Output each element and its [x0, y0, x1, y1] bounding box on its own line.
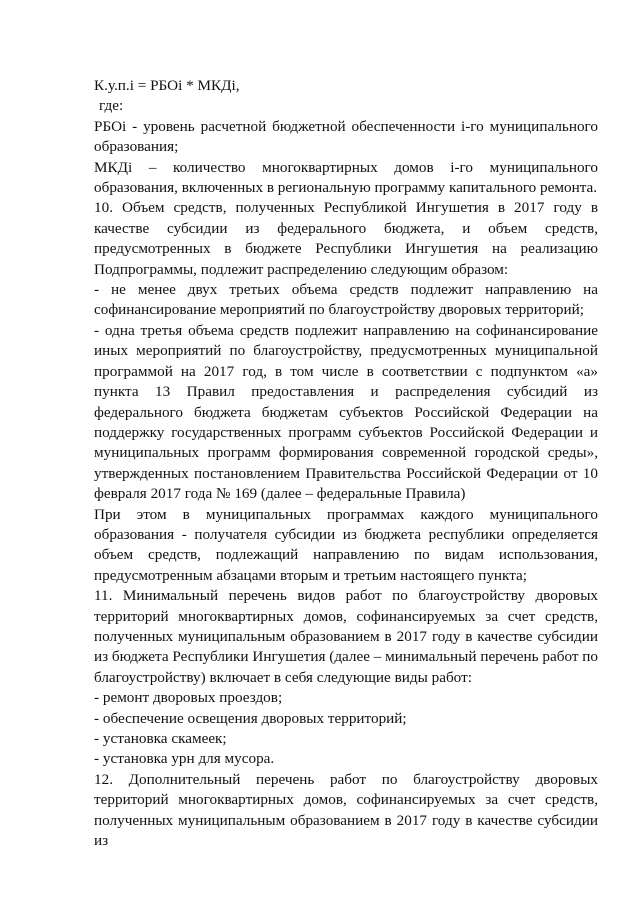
- clause-11: 11. Минимальный перечень видов работ по благоустройству дворовых территорий многоквартирных домов, софинансируемых за счет средств, полученных муниципальным образованием в 2017 году в качестве субсидии из бюджета Республики Ингушетия (далее – минимальный перечень работ по благоустройству) включает в себя следующие виды работ:: [94, 587, 598, 686]
- clause-10-bullet-1: - не менее двух третьих объема средств подлежит направлению на софинансирование мероприятий по благоустройству дворовых территорий;: [94, 281, 598, 319]
- definition-mkdi: МКДi – количество многоквартирных домов i-го муниципального образования, включенных в региональную программу капитального ремонта.: [94, 158, 598, 197]
- definition-rboi: РБОi - уровень расчетной бюджетной обеспеченности i-го муниципального образования;: [94, 117, 598, 156]
- works-list-item: - установка урн для мусора.: [94, 750, 275, 768]
- works-list-item: - обеспечение освещения дворовых территорий;: [94, 709, 407, 727]
- works-list-item: - ремонт дворовых проездов;: [94, 689, 283, 707]
- where-label: где:: [99, 97, 124, 115]
- formula-line: К.у.п.i = РБОi * МКДi,: [94, 77, 240, 94]
- clause-12: 12. Дополнительный перечень работ по благоустройству дворовых территорий многоквартирных домов, софинансируемых за счет средств, полученных муниципальным образованием в 2017 году в качестве субсидии из: [94, 770, 598, 850]
- clause-10: 10. Объем средств, полученных Республикой Ингушетия в 2017 году в качестве субсидии из федерального бюджета, и объем средств, предусмотренных в бюджете Республики Ингушетия на реализацию Подпрограммы, подлежит распределению следующим образом:: [94, 199, 598, 278]
- works-list-item: - установка скамеек;: [94, 730, 227, 747]
- document-body: [94, 76, 598, 851]
- clause-10-note: При этом в муниципальных программах каждого муниципального образования - получателя субсидии из бюджета республики определяется объем средств, подлежащий направлению по видам использования, предусмотренным абзацами вторым и третьим настоящего пункта;: [94, 505, 598, 584]
- clause-10-bullet-2: - одна третья объема средств подлежит направлению на софинансирование иных мероприятий по благоустройству, предусмотренных муниципальной программой на 2017 год, в том числе в соответствии с подпунктом «а» пункта 13 Правил предоставления и распределения субсидий из федерального бюджета бюджетам субъектов Российской Федерации на поддержку государственных программ субъектов Российской Федерации и муниципальных программ формирования современной городской среды», утвержденных постановлением Правительства Российской Федерации от 10 февраля 2017 года № 169 (далее – федеральные Правила): [94, 321, 598, 503]
